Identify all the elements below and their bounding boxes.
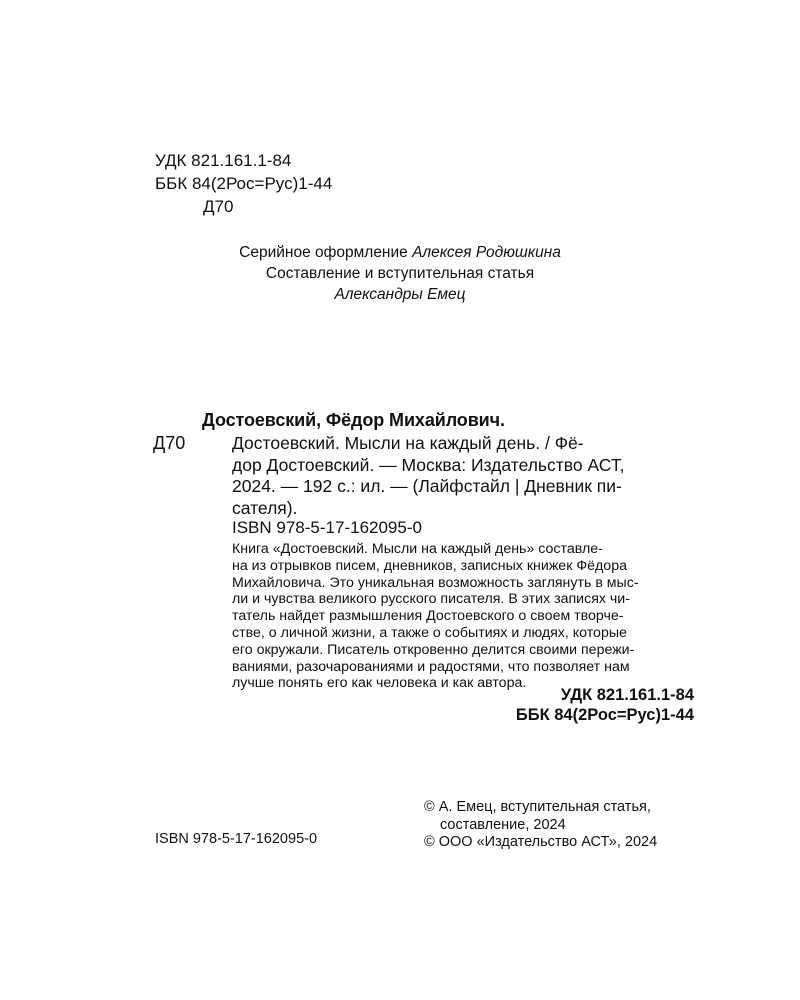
compiler-name-line <box>150 284 650 305</box>
annotation-line: ли и чувства великого русского писателя. В этих записях чи- <box>232 591 630 608</box>
annotation-line: татель найдет размышления Достоевского о своем творче- <box>232 608 624 625</box>
description-text: Достоевский. Мысли на каждый день. / Фё- <box>232 433 584 453</box>
copyright-line: © А. Емец, вступительная статья, <box>424 799 651 815</box>
annotation-line: стве, о личной жизни, а также о событиях и людях, которые <box>232 624 627 641</box>
annotation-line: его окружали. Писатель откровенно делится своими пережи- <box>232 641 635 658</box>
classification-codes <box>155 149 332 218</box>
bottom-isbn: ISBN 978-5-17-162095-0 <box>155 831 318 847</box>
annotation-line: Михайловича. Это уникальная возможность заглянуть в мыс- <box>232 574 639 591</box>
series-design-line <box>150 242 650 263</box>
description-line: дор Достоевский. — Москва: Издательство АСТ, <box>232 454 625 475</box>
footer-bbk-code: ББК 84(2Рос=Рус)1-44 <box>515 706 694 724</box>
description-line: 2024. — 192 с.: ил. — (Лайфстайл | Дневник пи- <box>232 476 622 496</box>
compiled-by-line: Составление и вступительная статья <box>265 265 535 282</box>
description-line: сателя). <box>232 497 298 518</box>
entry-isbn: ISBN 978-5-17-162095-0 <box>232 518 422 537</box>
series-designer-name: Алексея Родюшкина <box>412 244 561 261</box>
bbk-code: ББК 84(2Рос=Рус)1-44 <box>155 174 333 193</box>
annotation <box>232 541 694 692</box>
udc-code: УДК 821.161.1-84 <box>155 151 292 170</box>
credits-block <box>150 242 650 305</box>
footer-classification-codes <box>430 685 694 725</box>
author-mark: Д70 <box>203 197 234 216</box>
annotation-line: Книга «Достоевский. Мысли на каждый день» составле- <box>232 541 603 557</box>
copyright-line: составление, 2024 <box>440 816 566 833</box>
description-line <box>232 433 694 455</box>
compiler-name: Александры Емец <box>334 286 466 303</box>
entry-description <box>232 433 694 519</box>
annotation-line: на из отрывков писем, дневников, записных книжек Фёдора <box>232 557 627 574</box>
copyright-block <box>424 799 657 852</box>
annotation-line: ваниями, разочарованиями и радостями, что позволяет нам <box>232 658 630 675</box>
entry-author: Достоевский, Фёдор Михайлович. <box>202 410 505 430</box>
series-design-prefix: Серийное оформление <box>239 244 413 261</box>
entry-author-mark: Д70 <box>153 433 186 453</box>
annotation-line: лучше понять его как человека и как автора. <box>232 675 527 692</box>
footer-udc-code: УДК 821.161.1-84 <box>560 686 694 704</box>
copyright-line: © ООО «Издательство АСТ», 2024 <box>424 834 658 850</box>
